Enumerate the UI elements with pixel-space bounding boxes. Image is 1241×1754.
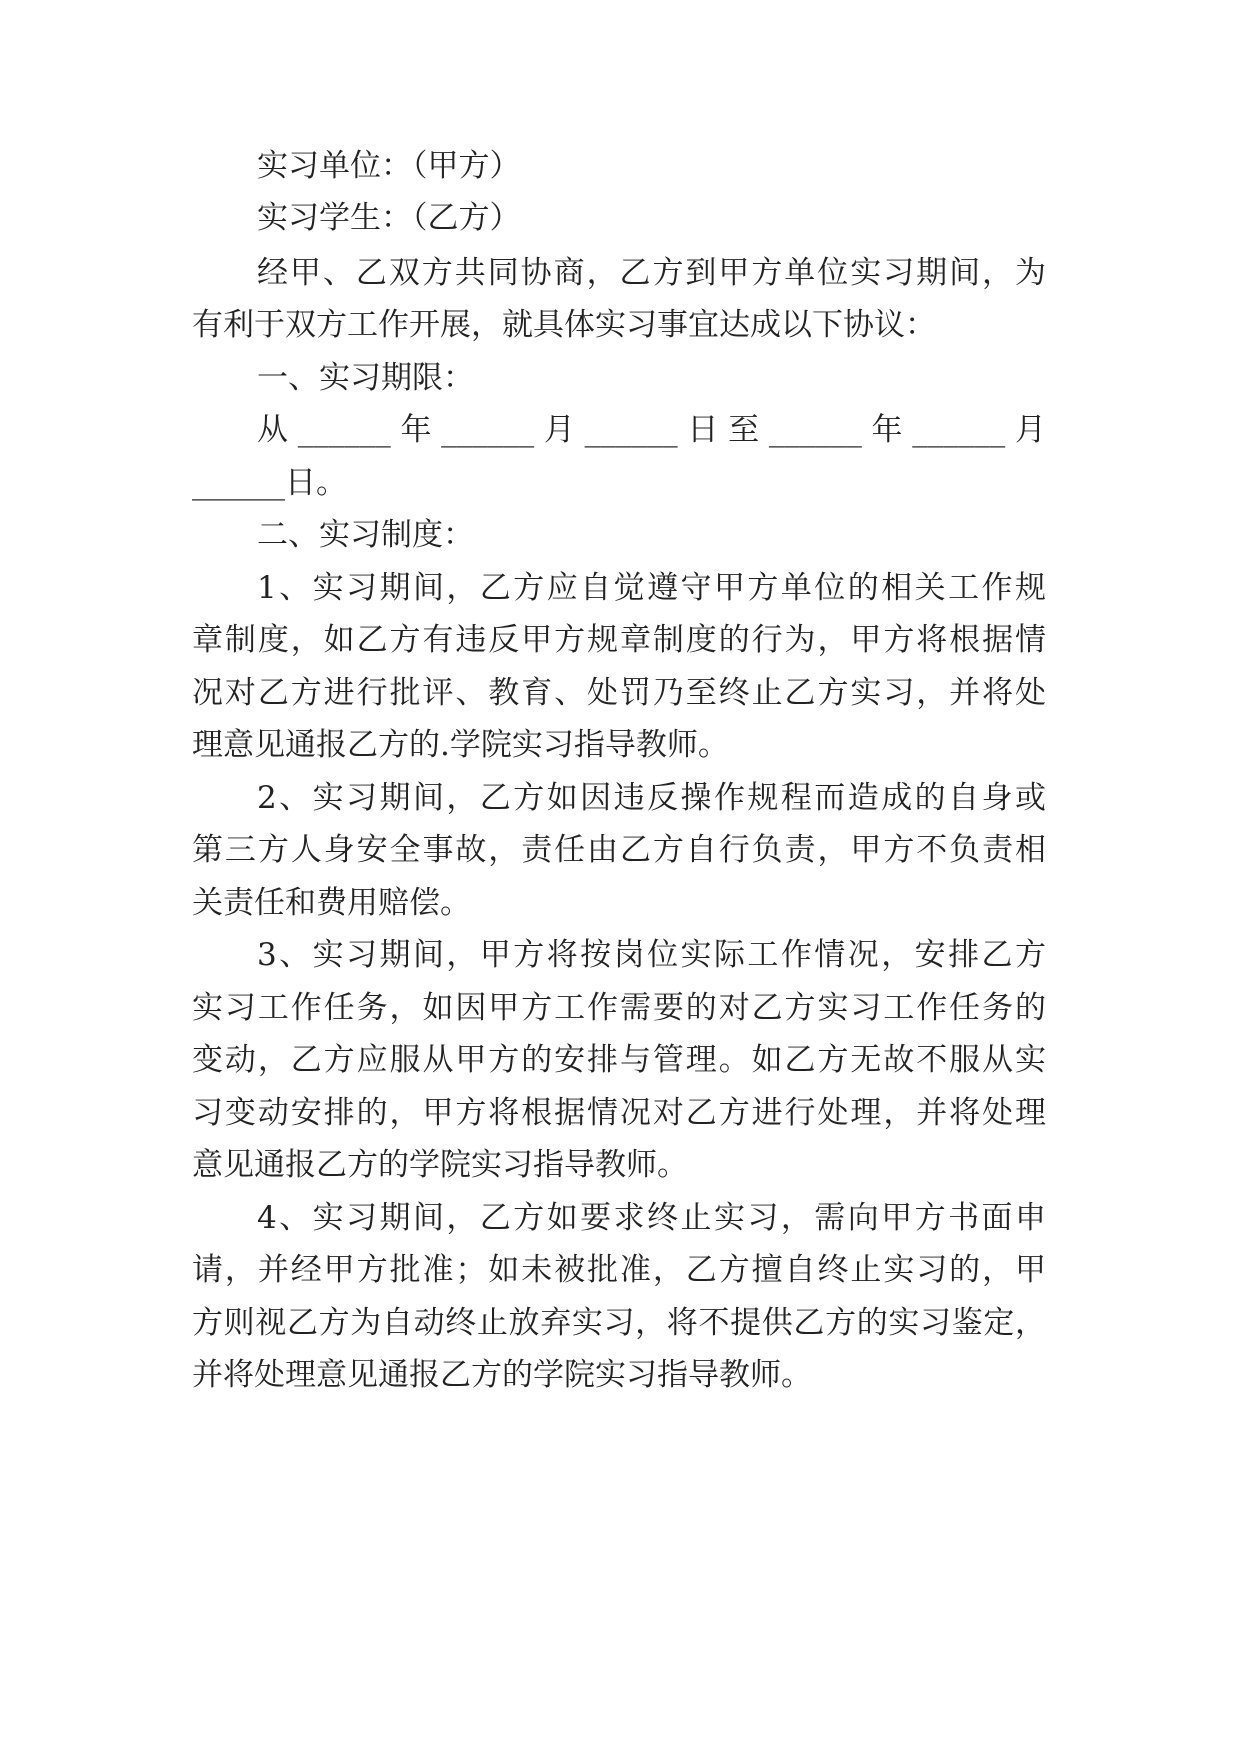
section-2-heading: 二、实习制度： — [257, 517, 474, 553]
intro-paragraph-line-1: 经甲、乙双方共同协商，乙方到甲方单位实习期间，为 — [257, 255, 1046, 291]
period-blank-line-2: ______日。 — [192, 465, 347, 501]
clause-4-line-3: 方则视乙方为自动终止放弃实习，将不提供乙方的实习鉴定， — [192, 1305, 1046, 1341]
clause-4-line-4: 并将处理意见通报乙方的学院实习指导教师。 — [192, 1357, 812, 1393]
period-blank-line-1: 从______年______月______日至______年______月 — [257, 412, 1046, 448]
section-1-heading: 一、实习期限： — [257, 360, 474, 396]
party-b-line: 实习学生：（乙方） — [257, 200, 521, 236]
intro-paragraph-line-2: 有利于双方工作开展，就具体实习事宜达成以下协议： — [192, 307, 936, 343]
clause-3-line-1: 3、实习期间，甲方将按岗位实际工作情况，安排乙方 — [257, 937, 1046, 973]
clause-2-line-1: 2、实习期间，乙方如因违反操作规程而造成的自身或 — [257, 780, 1046, 816]
clause-3-line-5: 意见通报乙方的学院实习指导教师。 — [192, 1147, 688, 1183]
clause-1-line-4: 理意见通报乙方的.学院实习指导教师。 — [192, 727, 729, 763]
clause-3-line-3: 变动，乙方应服从甲方的安排与管理。如乙方无故不服从实 — [192, 1042, 1046, 1078]
party-a-line: 实习单位：（甲方） — [257, 148, 521, 184]
clause-4-line-2: 请，并经甲方批准；如未被批准，乙方擅自终止实习的，甲 — [192, 1252, 1046, 1288]
clause-2-line-3: 关责任和费用赔偿。 — [192, 885, 471, 921]
clause-3-line-4: 习变动安排的，甲方将根据情况对乙方进行处理，并将处理 — [192, 1095, 1046, 1131]
clause-4-line-1: 4、实习期间，乙方如要求终止实习，需向甲方书面申 — [257, 1200, 1046, 1236]
clause-1-line-3: 况对乙方进行批评、教育、处罚乃至终止乙方实习，并将处 — [192, 675, 1046, 711]
clause-1-line-1: 1、实习期间，乙方应自觉遵守甲方单位的相关工作规 — [257, 570, 1046, 606]
clause-1-line-2: 章制度，如乙方有违反甲方规章制度的行为，甲方将根据情 — [192, 622, 1046, 658]
clause-2-line-2: 第三方人身安全事故，责任由乙方自行负责，甲方不负责相 — [192, 832, 1046, 868]
clause-3-line-2: 实习工作任务，如因甲方工作需要的对乙方实习工作任务的 — [192, 990, 1046, 1026]
